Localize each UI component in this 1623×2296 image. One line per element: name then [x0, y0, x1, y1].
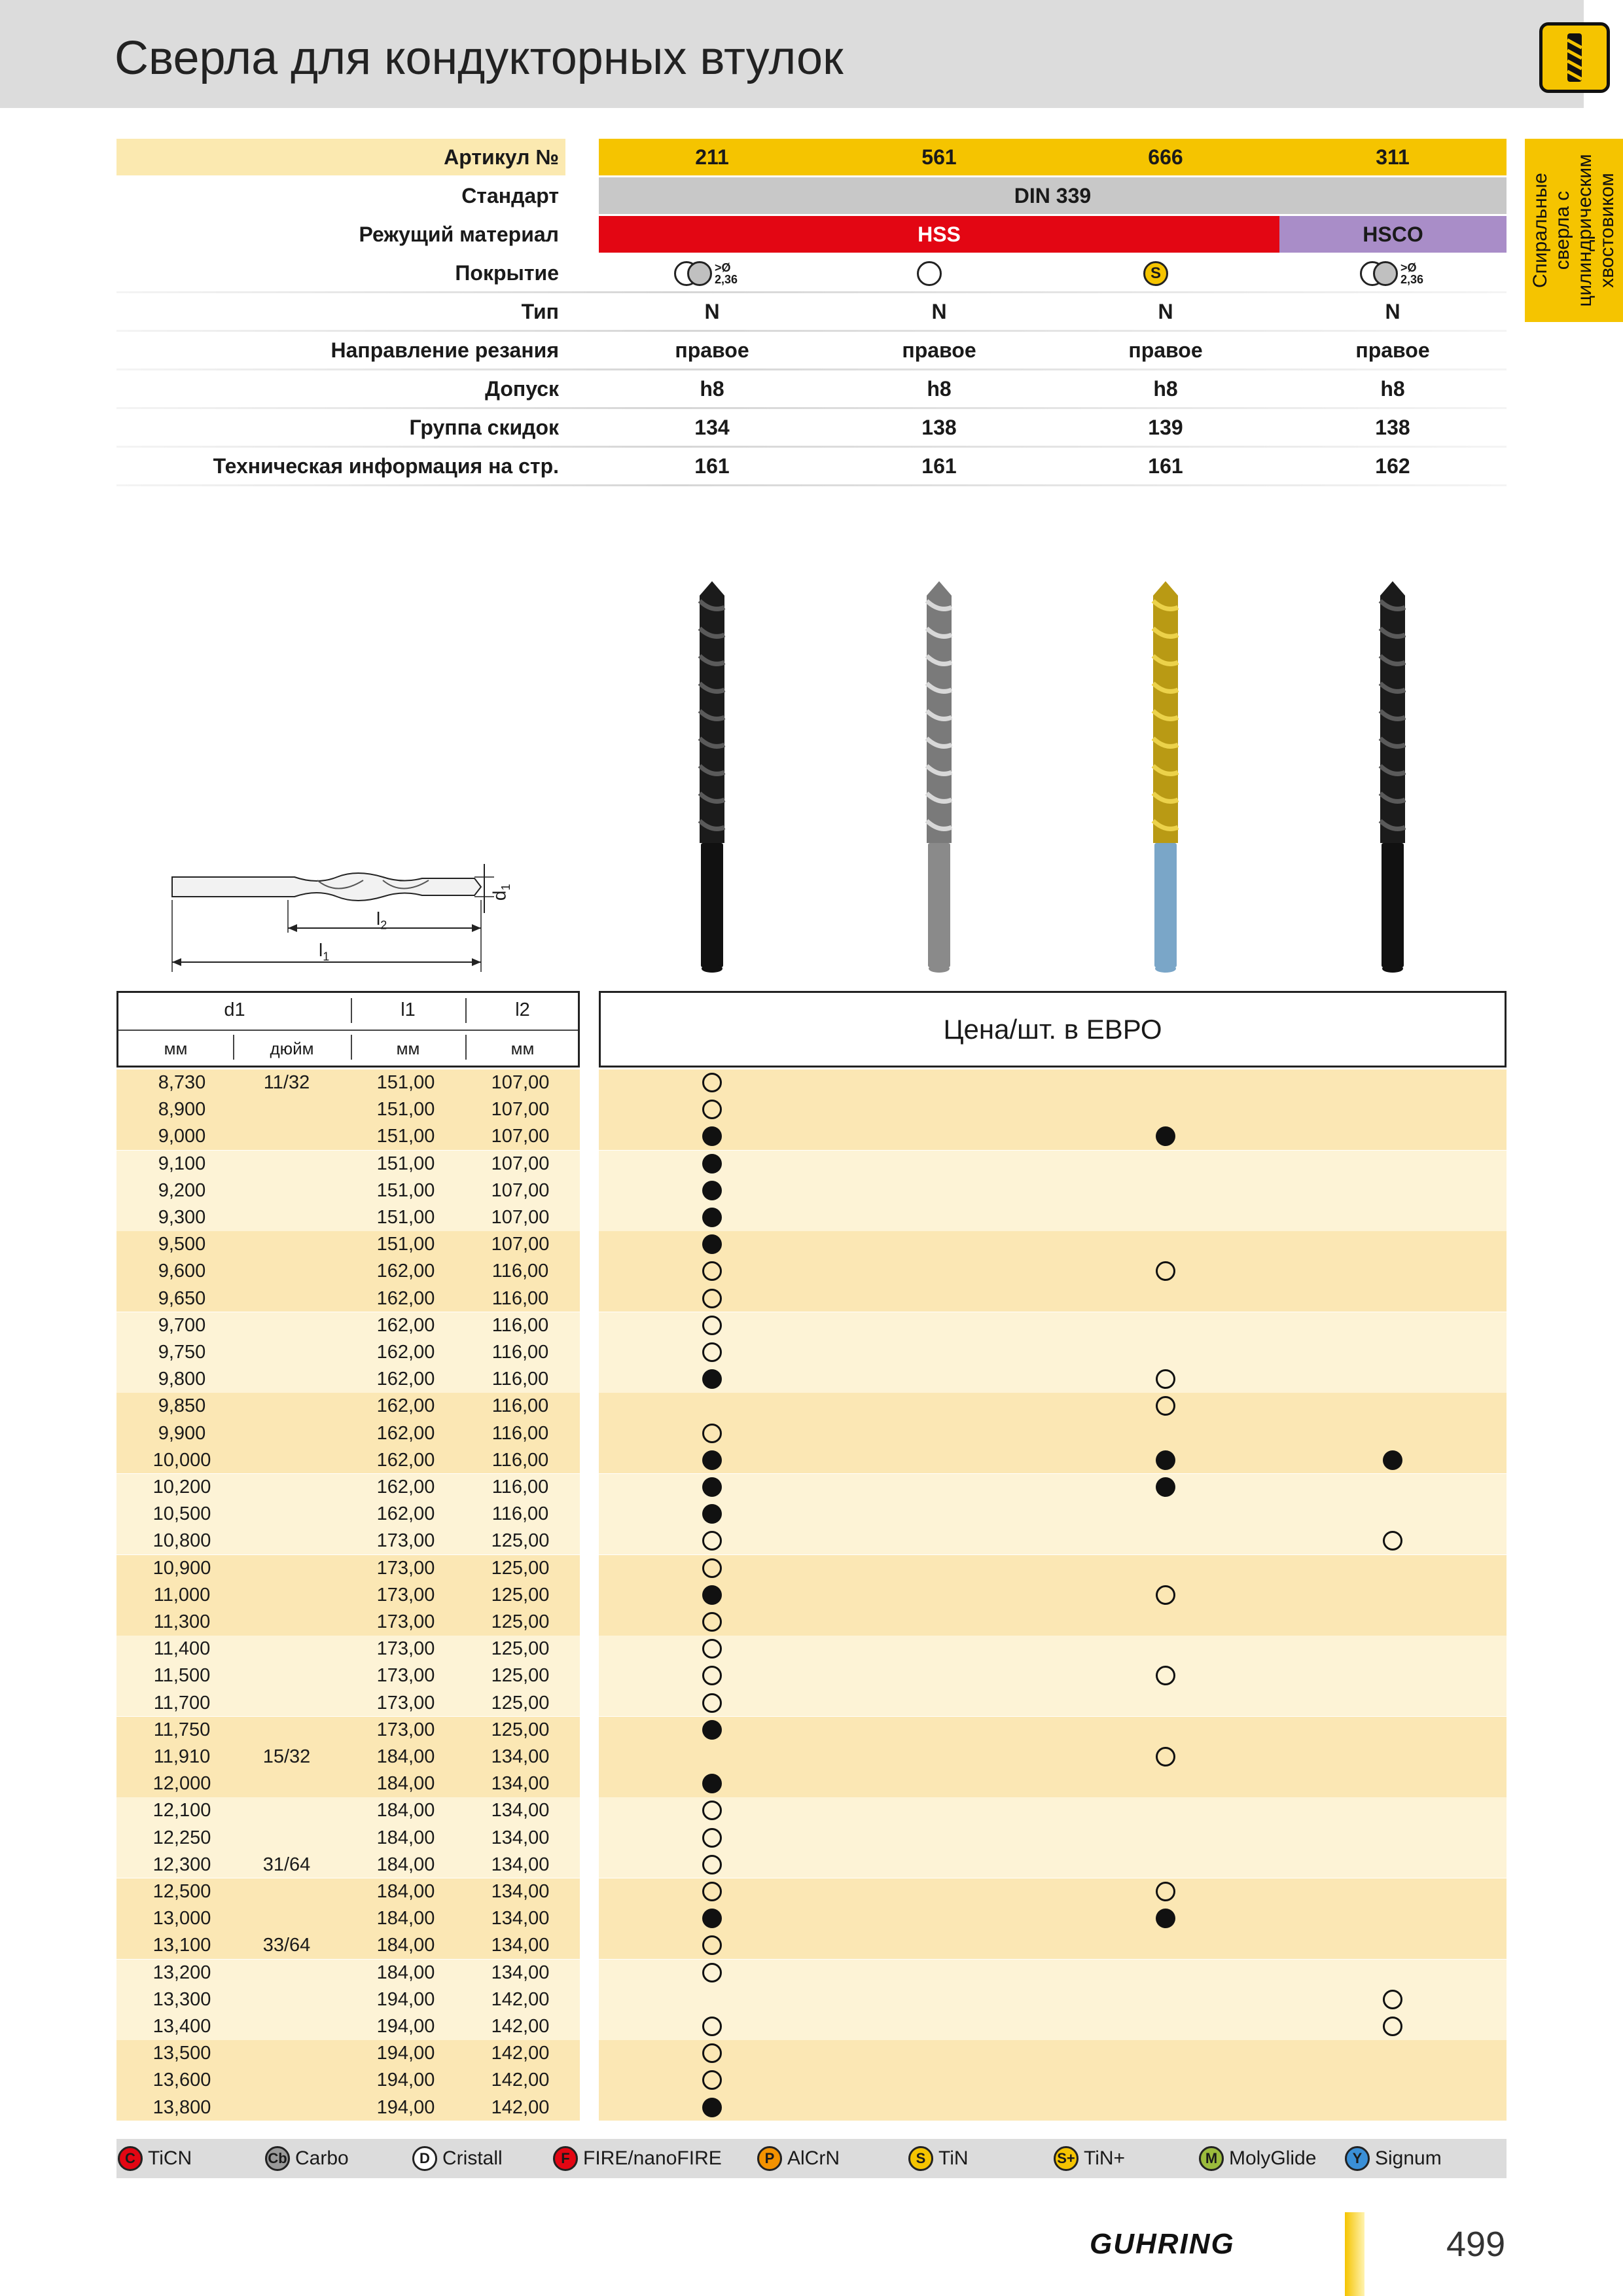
- length-l2: 134,00: [491, 1881, 550, 1902]
- unit-inch: дюйм: [270, 1039, 314, 1058]
- legend-badge-ticn: C: [118, 2146, 143, 2171]
- length-l2: 107,00: [491, 1207, 550, 1228]
- diameter-mm: 13,100: [152, 1935, 211, 1956]
- diameter-mm: 9,700: [158, 1314, 206, 1336]
- legend-label: FIRE/nanoFIRE: [583, 2147, 722, 2169]
- coating-note: >Ø 2,36: [715, 261, 738, 286]
- spec-label: Стандарт: [461, 184, 559, 207]
- availability-open-dot: [1383, 2017, 1402, 2036]
- band-gap: [580, 1797, 599, 1878]
- length-l1: 194,00: [376, 1988, 435, 2010]
- spec-type-2: N: [1158, 300, 1173, 323]
- band-gap: [580, 1878, 599, 1959]
- legend-label: MolyGlide: [1229, 2147, 1317, 2169]
- diameter-inch: [241, 1662, 332, 1689]
- spec-type-3: N: [1385, 300, 1400, 323]
- length-l2: 134,00: [491, 1746, 550, 1767]
- length-l2: 107,00: [491, 1234, 550, 1255]
- spec-row-divider: [116, 484, 1507, 486]
- legend-label: TiN+: [1084, 2147, 1126, 2169]
- coating-bright-icon-561: [917, 261, 942, 286]
- drill-image-666: [1149, 581, 1182, 974]
- length-l1: 194,00: [376, 2016, 435, 2037]
- diameter-inch: [241, 1986, 332, 2013]
- length-l2: 125,00: [491, 1692, 550, 1713]
- legend-badge-alcrn: P: [757, 2146, 782, 2171]
- spec-type-0: N: [704, 300, 720, 323]
- length-l2: 125,00: [491, 1584, 550, 1605]
- spec-label: Покрытие: [455, 261, 559, 285]
- diameter-inch: [241, 1258, 332, 1285]
- availability-stock-dot: [702, 1181, 722, 1200]
- side-tab-text: Спиральные сверла с цилиндрическим хвостовиком: [1529, 154, 1618, 307]
- length-l1: 184,00: [376, 1773, 435, 1795]
- availability-open-dot: [702, 1289, 722, 1308]
- unit-mm-d1: мм: [164, 1039, 188, 1058]
- length-l1: 162,00: [376, 1314, 435, 1336]
- legend-badge-tin: S: [908, 2146, 933, 2171]
- length-l2: 107,00: [491, 1153, 550, 1174]
- length-l2: 134,00: [491, 1800, 550, 1821]
- diameter-inch: [241, 1528, 332, 1554]
- coating-steam-icon-311: [1347, 255, 1438, 295]
- availability-stock-dot: [1156, 1909, 1175, 1928]
- price-header: Цена/шт. в ЕВРО: [599, 991, 1507, 1067]
- label-l1: $l_1$: [319, 940, 330, 963]
- length-l1: 194,00: [376, 2070, 435, 2091]
- drill-dimension-schematic: [167, 851, 533, 972]
- material-hsco: HSCO: [1363, 223, 1423, 246]
- unit-mm-l1: мм: [396, 1039, 420, 1058]
- availability-stock-dot: [702, 1909, 722, 1928]
- diameter-mm: 13,800: [152, 2096, 211, 2118]
- availability-open-dot: [702, 1639, 722, 1659]
- diameter-mm: 12,100: [152, 1800, 211, 1821]
- length-l1: 184,00: [376, 1746, 435, 1767]
- length-l2: 107,00: [491, 1072, 550, 1093]
- diameter-mm: 11,300: [153, 1611, 211, 1632]
- spec-discount-0: 134: [694, 416, 730, 439]
- legend-badge-signum: Y: [1345, 2146, 1370, 2171]
- length-l1: 162,00: [376, 1395, 435, 1417]
- length-l1: 184,00: [376, 1800, 435, 1821]
- coating-note: >Ø 2,36: [1400, 261, 1424, 286]
- brand-accent-bar: [1345, 2212, 1364, 2296]
- availability-stock-dot: [702, 1477, 722, 1497]
- diameter-mm: 13,400: [152, 2016, 211, 2037]
- length-l2: 125,00: [491, 1719, 550, 1740]
- length-l2: 116,00: [491, 1422, 549, 1444]
- diameter-inch: 33/64: [262, 1935, 311, 1956]
- legend-label: Carbo: [295, 2147, 349, 2169]
- length-l2: 125,00: [491, 1611, 550, 1632]
- diameter-mm: 13,000: [152, 1908, 211, 1929]
- legend-badge-molyglide: M: [1199, 2146, 1224, 2171]
- length-l1: 162,00: [376, 1477, 435, 1498]
- length-l1: 173,00: [376, 1557, 435, 1579]
- availability-stock-dot: [1156, 1477, 1175, 1497]
- length-l1: 151,00: [376, 1126, 435, 1147]
- spec-discount-2: 139: [1148, 416, 1183, 439]
- availability-open-dot: [702, 1316, 722, 1335]
- spec-label: Группа скидок: [409, 416, 559, 439]
- legend-label: Signum: [1375, 2147, 1442, 2169]
- spec-label: Направление резания: [330, 338, 559, 362]
- diameter-inch: [241, 1960, 332, 1986]
- length-l2: 107,00: [491, 1179, 550, 1201]
- diameter-mm: 9,800: [158, 1369, 206, 1390]
- availability-stock-dot: [702, 2098, 722, 2117]
- diameter-mm: 13,500: [152, 2043, 211, 2064]
- spec-articles-3: 311: [1376, 145, 1410, 169]
- length-l1: 162,00: [376, 1449, 435, 1471]
- length-l1: 184,00: [376, 1908, 435, 1929]
- legend-label: Cristall: [442, 2147, 503, 2169]
- availability-open-dot: [702, 1828, 722, 1848]
- diameter-inch: [241, 1825, 332, 1852]
- tin-letter: S: [1143, 261, 1168, 286]
- availability-open-dot: [1156, 1369, 1175, 1389]
- length-l2: 116,00: [491, 1369, 549, 1390]
- diameter-inch: [241, 1177, 332, 1204]
- length-l1: 184,00: [376, 1854, 435, 1875]
- length-l1: 151,00: [376, 1072, 435, 1093]
- length-l1: 173,00: [376, 1584, 435, 1605]
- length-l2: 116,00: [491, 1477, 549, 1498]
- length-l1: 162,00: [376, 1503, 435, 1525]
- diameter-inch: [241, 1420, 332, 1447]
- length-l2: 116,00: [491, 1449, 549, 1471]
- spec-type-1: N: [931, 300, 947, 323]
- drill-image-311: [1376, 581, 1409, 974]
- standard-value: DIN 339: [1014, 184, 1092, 207]
- diameter-inch: [241, 1555, 332, 1582]
- diameter-mm: 12,250: [152, 1827, 211, 1848]
- diameter-mm: 9,500: [158, 1234, 206, 1255]
- spec-techpage-1: 161: [921, 454, 957, 478]
- diameter-inch: [241, 1447, 332, 1474]
- length-l1: 162,00: [376, 1287, 435, 1309]
- length-l1: 173,00: [376, 1665, 435, 1687]
- brand-logo: GUHRING: [1090, 2228, 1235, 2260]
- legend-badge-carbo: Cb: [265, 2146, 290, 2171]
- length-l2: 116,00: [491, 1395, 549, 1417]
- availability-stock-dot: [702, 1154, 722, 1174]
- length-l2: 134,00: [491, 1854, 550, 1875]
- diameter-mm: 11,750: [153, 1719, 211, 1740]
- availability-stock-dot: [702, 1208, 722, 1227]
- length-l2: 142,00: [491, 2070, 550, 2091]
- band-gap: [580, 1393, 599, 1473]
- length-l1: 151,00: [376, 1099, 435, 1121]
- diameter-mm: 9,200: [158, 1179, 206, 1201]
- availability-stock-dot: [702, 1774, 722, 1793]
- band-gap: [580, 1069, 599, 1150]
- length-l2: 116,00: [491, 1261, 549, 1282]
- diameter-mm: 11,000: [153, 1584, 211, 1605]
- diameter-inch: [241, 2067, 332, 2094]
- spec-discount-1: 138: [921, 416, 957, 439]
- availability-open-dot: [702, 2043, 722, 2063]
- length-l1: 173,00: [376, 1719, 435, 1740]
- length-l1: 173,00: [376, 1638, 435, 1660]
- page-title: Сверла для кондукторных втулок: [115, 32, 844, 84]
- spec-label: Техническая информация на стр.: [213, 454, 559, 478]
- availability-stock-dot: [1383, 1450, 1402, 1470]
- band-gap: [580, 1231, 599, 1312]
- diameter-inch: [241, 2094, 332, 2121]
- drill-category-icon: [1539, 22, 1610, 93]
- diameter-mm: 13,200: [152, 1962, 211, 1983]
- legend-label: TiN: [938, 2147, 969, 2169]
- spec-techpage-0: 161: [694, 454, 730, 478]
- length-l1: 151,00: [376, 1153, 435, 1174]
- label-d1: $d_1$: [489, 884, 513, 901]
- availability-open-dot: [702, 1855, 722, 1874]
- spec-label: Тип: [521, 300, 559, 323]
- band-gap: [580, 1474, 599, 1554]
- diameter-inch: [241, 1636, 332, 1662]
- length-l2: 142,00: [491, 2016, 550, 2037]
- category-side-tab: [1525, 139, 1623, 322]
- length-l1: 151,00: [376, 1234, 435, 1255]
- unit-mm-l2: мм: [510, 1039, 535, 1058]
- legend-badge-cristall: D: [412, 2146, 437, 2171]
- diameter-inch: [241, 1770, 332, 1797]
- length-l2: 116,00: [491, 1503, 549, 1525]
- band-gap: [580, 1960, 599, 2040]
- label-l2: $l_2$: [376, 908, 387, 932]
- diameter-mm: 8,730: [158, 1072, 206, 1093]
- band-gap: [580, 1151, 599, 1231]
- length-l2: 125,00: [491, 1638, 550, 1660]
- length-l2: 142,00: [491, 2096, 550, 2118]
- diameter-inch: [241, 1474, 332, 1501]
- availability-open-dot: [702, 1073, 722, 1092]
- diameter-mm: 11,700: [153, 1692, 211, 1713]
- head-l1: l1: [401, 999, 416, 1020]
- diameter-inch: [241, 1717, 332, 1744]
- length-l2: 116,00: [491, 1287, 549, 1309]
- diameter-mm: 12,500: [152, 1881, 211, 1902]
- length-l1: 184,00: [376, 1962, 435, 1983]
- legend-badge-fire-nanofire: F: [553, 2146, 578, 2171]
- band-gap: [580, 1312, 599, 1393]
- diameter-inch: 11/32: [263, 1072, 310, 1093]
- availability-open-dot: [702, 2017, 722, 2036]
- diameter-inch: [241, 1204, 332, 1231]
- band-gap: [580, 1555, 599, 1636]
- diameter-inch: [241, 1339, 332, 1366]
- availability-open-dot: [702, 1882, 722, 1901]
- availability-open-dot: [702, 1424, 722, 1443]
- diameter-inch: [241, 1312, 332, 1339]
- availability-open-dot: [702, 1100, 722, 1119]
- diameter-inch: [241, 1690, 332, 1717]
- drill-image-211: [696, 581, 728, 974]
- material-hss: HSS: [918, 223, 961, 246]
- spec-articles-0: 211: [695, 145, 729, 169]
- length-l2: 142,00: [491, 1988, 550, 2010]
- availability-open-dot: [702, 1612, 722, 1632]
- length-l1: 173,00: [376, 1530, 435, 1552]
- diameter-inch: [241, 1285, 332, 1312]
- length-l1: 184,00: [376, 1881, 435, 1902]
- availability-open-dot: [702, 1558, 722, 1578]
- spec-discount-3: 138: [1375, 416, 1410, 439]
- length-l2: 116,00: [491, 1314, 549, 1336]
- diameter-inch: [241, 1231, 332, 1258]
- drill-image-561: [923, 581, 955, 974]
- length-l2: 125,00: [491, 1557, 550, 1579]
- diameter-inch: [241, 1797, 332, 1824]
- availability-open-dot: [702, 1963, 722, 1982]
- diameter-inch: [241, 1609, 332, 1636]
- length-l2: 134,00: [491, 1827, 550, 1848]
- length-l2: 142,00: [491, 2043, 550, 2064]
- diameter-inch: [241, 2040, 332, 2067]
- diameter-mm: 9,100: [158, 1153, 206, 1174]
- legend-label: AlCrN: [787, 2147, 840, 2169]
- availability-stock-dot: [702, 1234, 722, 1254]
- band-gap: [580, 1636, 599, 1716]
- diameter-mm: 9,300: [158, 1207, 206, 1228]
- diameter-mm: 10,000: [152, 1449, 211, 1471]
- availability-open-dot: [702, 1342, 722, 1362]
- diameter-mm: 11,400: [153, 1638, 211, 1660]
- dimension-header-box: [116, 991, 580, 1067]
- diameter-mm: 9,900: [158, 1422, 206, 1444]
- coating-tin-icon-666: [1143, 261, 1168, 286]
- length-l1: 162,00: [376, 1342, 435, 1363]
- diameter-inch: [241, 1501, 332, 1528]
- diameter-mm: 8,900: [158, 1099, 206, 1121]
- diameter-mm: 10,900: [152, 1557, 211, 1579]
- length-l2: 134,00: [491, 1908, 550, 1929]
- diameter-mm: 10,200: [152, 1477, 211, 1498]
- availability-open-dot: [1156, 1585, 1175, 1605]
- diameter-inch: 31/64: [262, 1854, 311, 1875]
- page-number: 499: [1446, 2225, 1506, 2264]
- diameter-mm: 9,650: [158, 1287, 206, 1309]
- length-l2: 125,00: [491, 1665, 550, 1687]
- spec-direction-3: правое: [1355, 338, 1430, 362]
- spec-tolerance-0: h8: [700, 377, 724, 401]
- diameter-mm: 10,800: [152, 1530, 211, 1552]
- availability-stock-dot: [702, 1585, 722, 1605]
- diameter-mm: 12,000: [152, 1773, 211, 1795]
- length-l1: 184,00: [376, 1827, 435, 1848]
- length-l2: 134,00: [491, 1962, 550, 1983]
- diameter-mm: 9,000: [158, 1126, 206, 1147]
- length-l2: 116,00: [491, 1342, 549, 1363]
- diameter-inch: [241, 1878, 332, 1905]
- spec-label: Режущий материал: [359, 223, 559, 246]
- diameter-mm: 12,300: [152, 1854, 211, 1875]
- length-l2: 107,00: [491, 1126, 550, 1147]
- availability-stock-dot: [702, 1720, 722, 1740]
- diameter-inch: [241, 1151, 332, 1177]
- availability-open-dot: [1156, 1882, 1175, 1901]
- spec-tolerance-1: h8: [927, 377, 952, 401]
- diameter-mm: 13,300: [152, 1988, 211, 2010]
- length-l1: 173,00: [376, 1692, 435, 1713]
- diameter-inch: [241, 1393, 332, 1420]
- length-l1: 184,00: [376, 1935, 435, 1956]
- legend-badge-tin-: S+: [1054, 2146, 1079, 2171]
- availability-stock-dot: [702, 1504, 722, 1524]
- availability-stock-dot: [702, 1369, 722, 1389]
- diameter-inch: 15/32: [262, 1746, 311, 1767]
- diameter-mm: 10,500: [152, 1503, 211, 1525]
- availability-open-dot: [702, 1693, 722, 1713]
- availability-open-dot: [1156, 1747, 1175, 1767]
- length-l1: 173,00: [376, 1611, 435, 1632]
- length-l2: 134,00: [491, 1935, 550, 1956]
- length-l1: 162,00: [376, 1369, 435, 1390]
- diameter-mm: 13,600: [152, 2070, 211, 2091]
- coating-steam-icon-211: [661, 255, 753, 295]
- availability-stock-dot: [1156, 1450, 1175, 1470]
- diameter-inch: [241, 1366, 332, 1393]
- length-l1: 162,00: [376, 1261, 435, 1282]
- diameter-inch: [241, 1096, 332, 1123]
- diameter-inch: [241, 1905, 332, 1932]
- band-divider: [116, 2121, 1507, 2123]
- length-l1: 162,00: [376, 1422, 435, 1444]
- diameter-mm: 9,750: [158, 1342, 206, 1363]
- availability-stock-dot: [702, 1450, 722, 1470]
- head-l2: l2: [515, 999, 530, 1020]
- length-l1: 194,00: [376, 2043, 435, 2064]
- diameter-inch: [241, 1123, 332, 1150]
- spec-direction-2: правое: [1128, 338, 1203, 362]
- diameter-mm: 11,910: [153, 1746, 211, 1767]
- spec-articles-2: 666: [1148, 145, 1183, 169]
- spec-direction-0: правое: [675, 338, 749, 362]
- diameter-mm: 11,500: [153, 1665, 211, 1687]
- spec-label: Допуск: [485, 377, 559, 401]
- length-l1: 151,00: [376, 1179, 435, 1201]
- availability-open-dot: [1383, 1990, 1402, 2009]
- spec-direction-1: правое: [902, 338, 976, 362]
- spec-articles-1: 561: [921, 145, 957, 169]
- spec-tolerance-3: h8: [1380, 377, 1405, 401]
- head-d1: d1: [224, 999, 245, 1020]
- spec-tolerance-2: h8: [1153, 377, 1178, 401]
- band-gap: [580, 1717, 599, 1797]
- length-l1: 151,00: [376, 1207, 435, 1228]
- diameter-mm: 9,600: [158, 1261, 206, 1282]
- length-l2: 134,00: [491, 1773, 550, 1795]
- length-l2: 125,00: [491, 1530, 550, 1552]
- spec-techpage-2: 161: [1148, 454, 1183, 478]
- diameter-mm: 9,850: [158, 1395, 206, 1417]
- length-l2: 107,00: [491, 1099, 550, 1121]
- length-l1: 194,00: [376, 2096, 435, 2118]
- spec-label: Артикул №: [116, 139, 565, 175]
- band-gap: [580, 2040, 599, 2121]
- spec-techpage-3: 162: [1375, 454, 1410, 478]
- diameter-inch: [241, 1582, 332, 1609]
- legend-label: TiCN: [148, 2147, 192, 2169]
- diameter-inch: [241, 2013, 332, 2040]
